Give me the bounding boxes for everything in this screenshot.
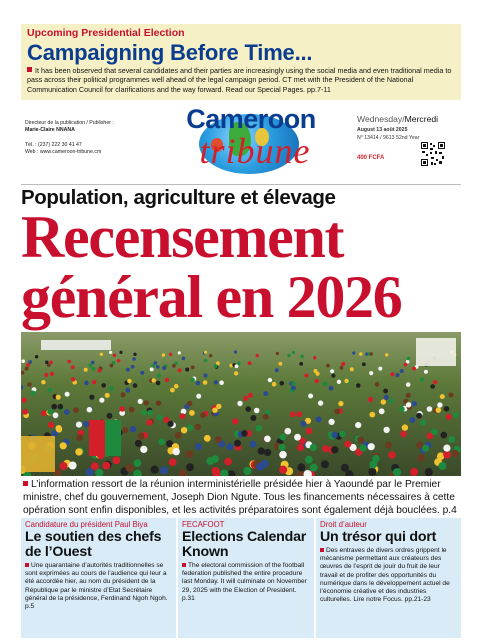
director-name: Marie-Claire NNANA [25, 127, 75, 133]
issue-date: August 13 août 2025 [357, 127, 408, 133]
bullet-icon [320, 548, 324, 552]
column-kicker: Candidature du président Paul Biya [25, 520, 148, 529]
main-headline-line2: général en 2026 [21, 264, 402, 330]
main-subhead: Population, agriculture et élevage [21, 186, 336, 209]
issue-number: N° 13414 / 9613 52nd Year [357, 135, 420, 141]
column-story-3[interactable] [316, 518, 461, 638]
column-headline: Le soutien des chefs de l’Ouest [25, 529, 162, 560]
bullet-icon [27, 67, 32, 72]
column-kicker: FECAFOOT [182, 520, 225, 529]
publisher-info [25, 120, 155, 156]
main-caption-text: L’information ressort de la réunion interministérielle présidée hier à Yaoundé par le Premier ministre, chef du gouvernement, Joseph Dion Ngute. Tous les financements nécessaires à cette opération sont enfin disponibles, et les activités préparatoires sont également déjà bouclées. p.4 [23, 479, 457, 516]
director-label: Directeur de la publication / Publisher : [25, 120, 114, 126]
qr-code-icon[interactable] [421, 142, 445, 166]
teaser-kicker: Upcoming Presidential Election [27, 27, 185, 39]
column-headline: Un trésor qui dort [320, 529, 437, 545]
bottom-columns [21, 518, 461, 638]
column-kicker: Droit d’auteur [320, 520, 367, 529]
bullet-icon [182, 563, 186, 567]
teaser-body [27, 66, 455, 94]
crowd-photo [21, 332, 461, 476]
day-fr: Mercredi [404, 114, 439, 124]
column-story-1[interactable] [21, 518, 176, 638]
column-body [182, 562, 310, 603]
issue-price: 400 FCFA [357, 155, 385, 161]
masthead [21, 104, 461, 184]
main-headline-line1: Recensement [21, 204, 344, 270]
teaser-headline[interactable]: Campaigning Before Time... [27, 40, 313, 65]
column-body-text: Une quarantaine d’autorités traditionnelles se sont exprimées au cours de l’audience qui leur a été accordée hier, au nom du président de la République par le ministre d’Etat Secrétaire général de la présidence, Ferdinand Ngoh Ngoh. p.5 [25, 562, 168, 611]
issue-info [357, 114, 461, 161]
main-caption [21, 478, 461, 517]
column-body-text: The electoral commission of the football federation published the entire procedure last Monday. It will culminate on November 29, 2025 with the Election of President. p.31 [182, 562, 307, 602]
phone-number: Tél. : (237) 222 30 41 47 [25, 142, 82, 148]
teaser-body-text: It has been observed that several candidates and their parties are increasingly using the social media and even traditional media to pass across their political programmes well ahead of the legal campaign period. CT met with the President of the National Communication Council for clarifications and the way forward. Read our Special Pages. pp.7-11 [27, 66, 452, 94]
logo-word-bottom: tribune [199, 131, 311, 171]
bullet-icon [23, 481, 28, 486]
day-en: Wednesday/ [357, 114, 405, 124]
bullet-icon [25, 563, 29, 567]
column-story-2[interactable] [178, 518, 314, 638]
masthead-divider [21, 184, 461, 185]
logo-word-top: Cameroon [186, 104, 316, 134]
column-body-text: Des entraves de divers ordres grippent le mécanisme permettant aux créateurs des œuvres de l’esprit de jouir du fruit de leur travail et de profiter des opportunités du numérique dans le développement actuel de l’économie créative et des industries culturelles. Lire notre Focus. pp.21-23 [320, 547, 450, 604]
teaser-box[interactable] [21, 24, 461, 100]
main-headline[interactable] [21, 204, 461, 330]
column-body [320, 547, 457, 604]
website-link[interactable]: Web : www.cameroon-tribune.cm [25, 149, 102, 155]
newspaper-logo[interactable] [161, 104, 341, 184]
issue-day [357, 114, 461, 124]
column-body [25, 562, 172, 611]
column-headline: Elections Calendar Known [182, 529, 307, 560]
